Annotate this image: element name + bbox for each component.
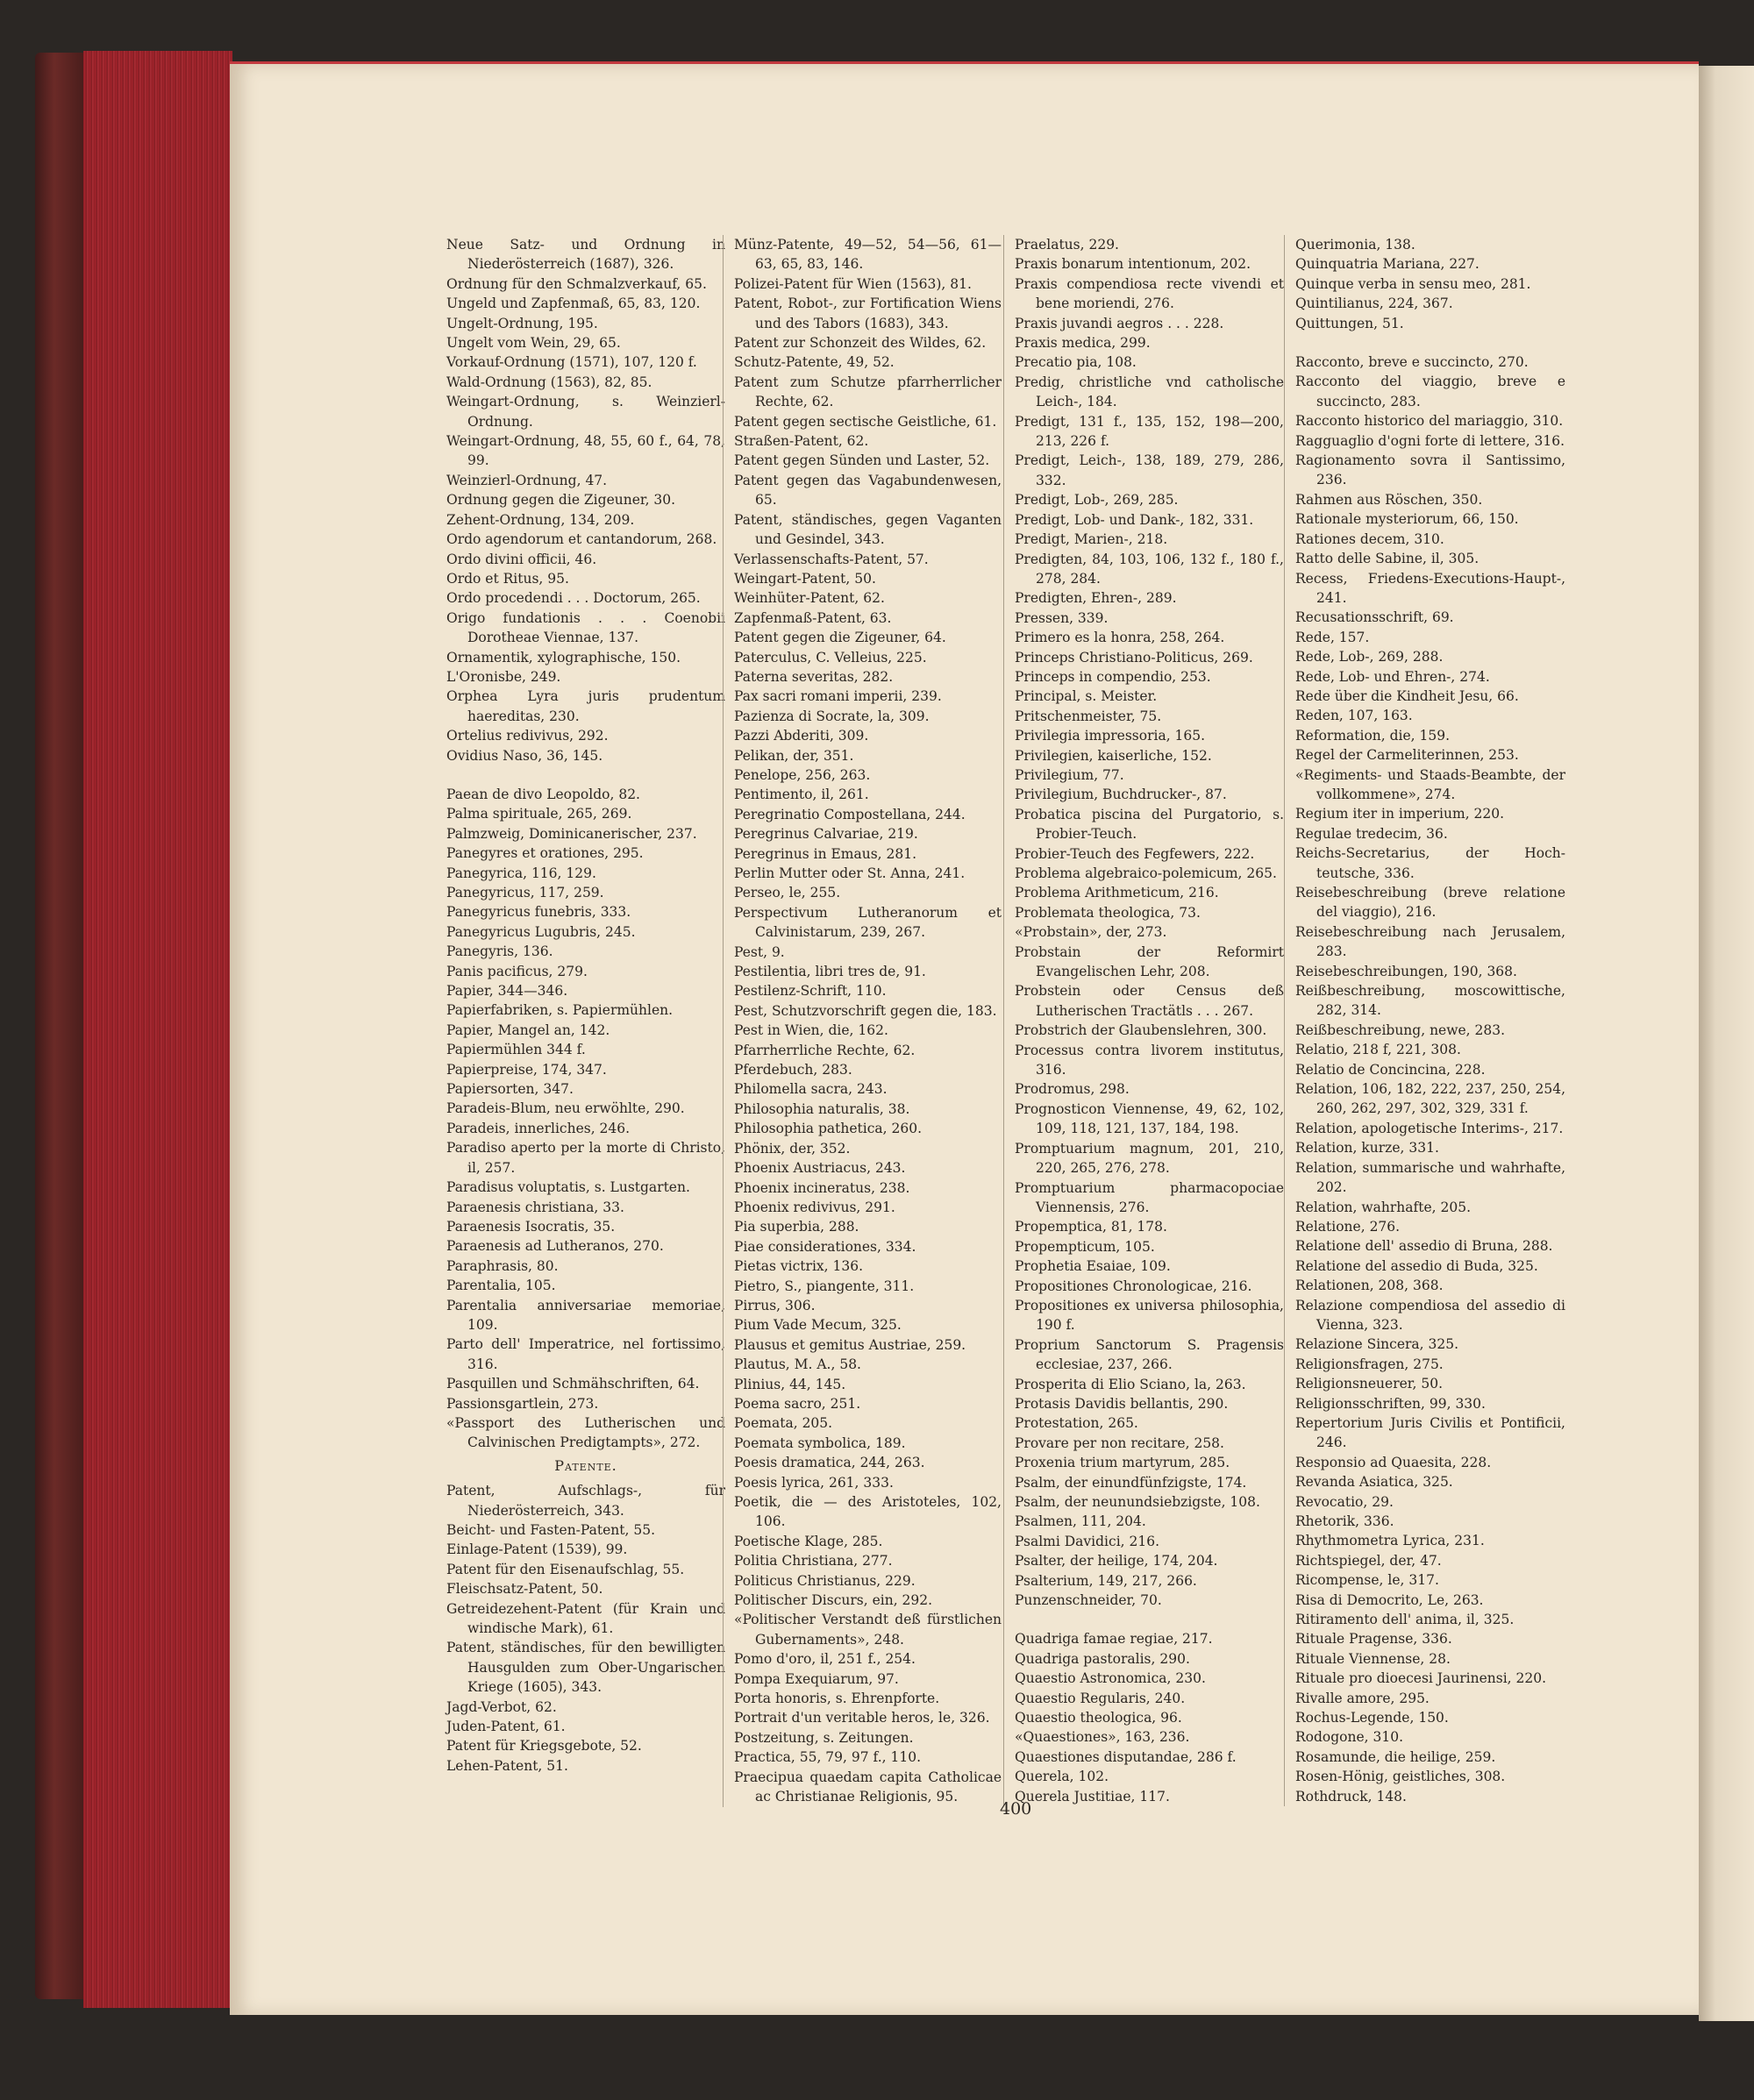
index-entry: «Probstain», der, 273.: [1015, 924, 1167, 941]
index-entry: Weingart-Ordnung, 48, 55, 60 f., 64, 78, 99.: [446, 433, 725, 469]
index-entry: Parentalia, 105.: [446, 1278, 556, 1294]
index-entry: Relatio de Concincina, 228.: [1295, 1061, 1486, 1078]
index-entry: Pest, Schutzvorschrift gegen die, 183.: [734, 1002, 997, 1019]
index-entry: Zapfenmaß-Patent, 63.: [734, 609, 892, 626]
index-entry: Parto dell' Imperatrice, nel fortissimo, 316.: [446, 1336, 725, 1372]
index-entry: Princeps in compendio, 253.: [1015, 668, 1211, 685]
index-entry: Princeps Christiano-Politicus, 269.: [1015, 649, 1253, 666]
index-entry: Beicht- und Fasten-Patent, 55.: [446, 1522, 656, 1538]
page-edges: [83, 51, 232, 2008]
index-entry: Rochus-Legende, 150.: [1295, 1710, 1449, 1726]
index-entry: Rituale Viennense, 28.: [1295, 1650, 1451, 1667]
index-entry: Religionsschriften, 99, 330.: [1295, 1395, 1486, 1412]
index-entry: Regium iter in imperium, 220.: [1295, 806, 1505, 822]
index-entry: Reichs-Secretarius, der Hoch-teutsche, 336.: [1295, 845, 1565, 881]
index-entry: Ritiramento dell' anima, il, 325.: [1295, 1612, 1515, 1628]
index-entry: Patent gegen Sünden und Laster, 52.: [734, 452, 990, 469]
index-entry: Peregrinus Calvariae, 219.: [734, 826, 918, 843]
index-entry: Psalm, der einundfünfzigste, 174.: [1015, 1474, 1247, 1491]
index-entry: Panegyricus, 117, 259.: [446, 885, 604, 901]
index-entry: Praxis juvandi aegros . . . 228.: [1015, 315, 1224, 331]
index-entry: Pasquillen und Schmähschriften, 64.: [446, 1376, 700, 1392]
index-entry: Plautus, M. A., 58.: [734, 1356, 861, 1373]
index-entry: Perseo, le, 255.: [734, 885, 841, 901]
index-entry: Pomo d'oro, il, 251 f., 254.: [734, 1651, 916, 1668]
index-entry: Prophetia Esaiae, 109.: [1015, 1258, 1171, 1275]
index-entry: Predigten, 84, 103, 106, 132 f., 180 f., 278, 284.: [1015, 551, 1284, 587]
index-entry: Provare per non recitare, 258.: [1015, 1434, 1224, 1451]
index-entry: Palma spirituale, 265, 269.: [446, 806, 632, 822]
index-entry: Einlage-Patent (1539), 99.: [446, 1541, 628, 1558]
index-entry: Poemata, 205.: [734, 1415, 833, 1432]
index-entry: Quinquatria Mariana, 227.: [1295, 256, 1479, 273]
index-entry: Psalmi Davidici, 216.: [1015, 1533, 1160, 1549]
index-entry: Paradeis-Blum, neu erwöhlte, 290.: [446, 1100, 685, 1117]
index-entry: Relatione dell' assedio di Bruna, 288.: [1295, 1238, 1553, 1255]
index-entry: Predigt, Marien-, 218.: [1015, 531, 1168, 548]
index-entry: Praxis compendiosa recte vivendi et bene moriendi, 276.: [1015, 275, 1284, 312]
index-entry: Poesis lyrica, 261, 333.: [734, 1474, 894, 1491]
index-entry: Principal, s. Meister.: [1015, 688, 1158, 705]
index-entry: Paterna severitas, 282.: [734, 668, 894, 685]
index-entry: Pazzi Abderiti, 309.: [734, 728, 869, 744]
section-heading: Patente.: [554, 1456, 617, 1474]
index-entry: Patent, Robot-, zur Fortification Wiens und des Tabors (1683), 343.: [734, 295, 1002, 331]
index-entry: Ordo et Ritus, 95.: [446, 570, 569, 587]
index-entry: Primero es la honra, 258, 264.: [1015, 630, 1225, 646]
index-entry: Ornamentik, xylographische, 150.: [446, 649, 681, 666]
index-entry: Pritschenmeister, 75.: [1015, 708, 1162, 724]
index-entry: Relation, wahrhafte, 205.: [1295, 1199, 1472, 1215]
index-entry: Panegyricus Lugubris, 245.: [446, 923, 636, 940]
index-entry: Piae considerationes, 334.: [734, 1238, 916, 1255]
index-entry: Repertorium Juris Civilis et Pontificii, 246.: [1295, 1414, 1565, 1451]
index-entry: Protasis Davidis bellantis, 290.: [1015, 1395, 1229, 1412]
index-entry: Ordnung gegen die Zigeuner, 30.: [446, 492, 676, 509]
index-entry: Weinhüter-Patent, 62.: [734, 590, 885, 607]
index-entry: Panegyricus funebris, 333.: [446, 904, 631, 921]
index-entry: Racconto del viaggio, breve e succincto, 283.: [1295, 374, 1565, 409]
index-entry: Plinius, 44, 145.: [734, 1376, 846, 1392]
index-entry: «Politischer Verstandt deß fürstlichen Gubernaments», 248.: [734, 1612, 1002, 1648]
index-entry: Juden-Patent, 61.: [446, 1719, 566, 1735]
index-entry: Probstein oder Census deß Lutherischen Tractätls . . . 267.: [1015, 983, 1284, 1019]
index-entry: Regel der Carmeliterinnen, 253.: [1295, 747, 1519, 764]
index-entry: Quadriga pastoralis, 290.: [1015, 1650, 1190, 1667]
index-entry: Reisebeschreibung nach Jerusalem, 283.: [1295, 923, 1565, 960]
index-entry: Punzenschneider, 70.: [1015, 1592, 1162, 1609]
index-entry: Ordo agendorum et cantandorum, 268.: [446, 531, 717, 548]
index-entry: Philosophia pathetica, 260.: [734, 1121, 922, 1137]
index-entry: Relation, kurze, 331.: [1295, 1140, 1439, 1157]
index-entry: Patent, ständisches, für den bewilligten Hausgulden zum Ober-Ungarischen Kriege (1605), 343.: [446, 1640, 725, 1696]
index-entry: Getreidezehent-Patent (für Krain und windische Mark), 61.: [446, 1600, 725, 1637]
index-entry: Racconto historico del mariaggio, 310.: [1295, 413, 1564, 430]
index-entry: Schutz-Patente, 49, 52.: [734, 354, 895, 371]
index-entry: Rosen-Hönig, geistliches, 308.: [1295, 1769, 1506, 1785]
index-entry: Propositiones ex universa philosophia, 190 f.: [1015, 1297, 1284, 1334]
index-entry: Quaestio Astronomica, 230.: [1015, 1670, 1206, 1687]
index-entry: Pfarrherrliche Rechte, 62.: [734, 1042, 916, 1058]
index-entry: Propemptica, 81, 178.: [1015, 1219, 1167, 1235]
index-entry: Rede über die Kindheit Jesu, 66.: [1295, 687, 1519, 704]
index-entry: Regulae tredecim, 36.: [1295, 825, 1448, 842]
index-entry: Poetik, die — des Aristoteles, 102, 106.: [734, 1494, 1002, 1530]
index-entry: Origo fundationis . . . Coenobii Dorotheae Viennae, 137.: [446, 609, 725, 646]
index-entry: Palmzweig, Dominicanerischer, 237.: [446, 825, 697, 842]
index-entry: Prosperita di Elio Sciano, la, 263.: [1015, 1376, 1246, 1392]
index-entry: Pferdebuch, 283.: [734, 1062, 852, 1078]
index-entry: Relation, summarische und wahrhafte, 202.: [1295, 1159, 1565, 1196]
index-entry: Reißbeschreibung, moscowittische, 282, 314.: [1295, 983, 1565, 1019]
index-entry: Psalter, der heilige, 174, 204.: [1015, 1553, 1218, 1570]
index-entry: Phoenix incineratus, 238.: [734, 1179, 910, 1196]
index-entry: Papiermühlen 344 f.: [446, 1042, 586, 1058]
index-entry: Problema algebraico-polemicum, 265.: [1015, 865, 1277, 881]
index-entry: Reisebeschreibungen, 190, 368.: [1295, 963, 1517, 979]
index-entry: Verlassenschafts-Patent, 57.: [734, 551, 929, 567]
index-entry: Relation, apologetische Interims-, 217.: [1295, 1120, 1564, 1136]
index-entry: Peregrinus in Emaus, 281.: [734, 845, 917, 862]
index-entry: Phoenix redivivus, 291.: [734, 1199, 895, 1215]
index-entry: Quinque verba in sensu meo, 281.: [1295, 275, 1531, 292]
index-entry: Plausus et gemitus Austriae, 259.: [734, 1336, 966, 1353]
index-entry: Vorkauf-Ordnung (1571), 107, 120 f.: [446, 354, 697, 371]
index-entry: Papiersorten, 347.: [446, 1081, 574, 1098]
index-entry: Privilegien, kaiserliche, 152.: [1015, 747, 1212, 764]
section-gap: [1295, 333, 1565, 352]
index-entry: Panegyris, 136.: [446, 943, 553, 960]
index-entry: Ungelt-Ordnung, 195.: [446, 315, 598, 331]
index-entry: Rhythmometra Lyrica, 231.: [1295, 1533, 1485, 1549]
index-entry: Quittungen, 51.: [1295, 315, 1404, 331]
index-entry: Ordo procedendi . . . Doctorum, 265.: [446, 590, 701, 607]
index-entry: Predigt, Leich-, 138, 189, 279, 286, 332.: [1015, 452, 1284, 488]
index-entry: Ortelius redivivus, 292.: [446, 728, 609, 744]
index-entry: Rhetorik, 336.: [1295, 1513, 1394, 1529]
index-entry: Psalterium, 149, 217, 266.: [1015, 1572, 1197, 1589]
index-entry: Ordo divini officii, 46.: [446, 551, 597, 567]
index-entry: Orphea Lyra juris prudentum haereditas, 230.: [446, 688, 725, 724]
index-column-1: [446, 235, 725, 1776]
index-entry: Rodogone, 310.: [1295, 1729, 1404, 1746]
index-entry: Paradeis, innerliches, 246.: [446, 1120, 631, 1136]
index-entry: Zehent-Ordnung, 134, 209.: [446, 511, 635, 528]
index-entry: Propositiones Chronologicae, 216.: [1015, 1278, 1252, 1294]
index-entry: Predig, christliche vnd catholische Leich-, 184.: [1015, 374, 1284, 410]
index-entry: Paraenesis Isocratis, 35.: [446, 1218, 616, 1235]
index-entry: Poetische Klage, 285.: [734, 1533, 883, 1549]
index-entry: «Passport des Lutherischen und Calvinischen Predigtampts», 272.: [446, 1414, 725, 1451]
index-entry: Quaestio theologica, 96.: [1015, 1710, 1182, 1726]
index-entry: Papierpreise, 174, 347.: [446, 1061, 607, 1078]
index-entry: Weingart-Patent, 50.: [734, 570, 876, 587]
index-entry: Promptuarium pharmacopociae Viennensis, 276.: [1015, 1179, 1284, 1215]
index-entry: Patent gegen das Vagabundenwesen, 65.: [734, 472, 1002, 509]
index-entry: Patent, ständisches, gegen Vaganten und Gesindel, 343.: [734, 511, 1002, 548]
book-spine: [35, 53, 83, 1999]
index-entry: Protestation, 265.: [1015, 1415, 1138, 1432]
index-entry: Prodromus, 298.: [1015, 1081, 1130, 1098]
index-entry: Quaestiones disputandae, 286 f.: [1015, 1748, 1237, 1765]
index-entry: Paean de divo Leopoldo, 82.: [446, 786, 640, 802]
index-entry: Rituale pro dioecesi Jaurinensi, 220.: [1295, 1670, 1547, 1687]
index-entry: Predigten, Ehren-, 289.: [1015, 590, 1177, 607]
index-entry: Poema sacro, 251.: [734, 1395, 861, 1412]
index-entry: Rivalle amore, 295.: [1295, 1690, 1430, 1706]
index-entry: Probstain der Reformirt Evangelischen Lehr, 208.: [1015, 943, 1284, 980]
index-entry: Postzeitung, s. Zeitungen.: [734, 1729, 914, 1746]
index-entry: Paradisus voluptatis, s. Lustgarten.: [446, 1179, 690, 1196]
index-entry: Politicus Christianus, 229.: [734, 1572, 916, 1589]
index-entry: Processus contra livorem institutus, 316.: [1015, 1042, 1284, 1078]
index-entry: Religionsneuerer, 50.: [1295, 1376, 1444, 1392]
index-entry: Pietro, S., piangente, 311.: [734, 1278, 915, 1294]
index-entry: Pest, 9.: [734, 943, 785, 960]
index-entry: Pia superbia, 288.: [734, 1219, 859, 1235]
index-entry: Rede, Lob- und Ehren-, 274.: [1295, 668, 1490, 685]
section-gap: [1015, 1610, 1284, 1629]
index-entry: Rationes decem, 310.: [1295, 530, 1444, 547]
index-entry: Patent zum Schutze pfarrherrlicher Rechte, 62.: [734, 374, 1002, 410]
index-entry: Pestilentia, libri tres de, 91.: [734, 964, 926, 980]
index-entry: Patent gegen sectische Geistliche, 61.: [734, 413, 997, 430]
index-entry: Rede, 157.: [1295, 629, 1370, 645]
index-column-3: [1003, 235, 1284, 1806]
index-entry: Perlin Mutter oder St. Anna, 241.: [734, 865, 966, 881]
index-entry: Passionsgartlein, 273.: [446, 1395, 599, 1412]
index-entry: Privilegium, Buchdrucker-, 87.: [1015, 787, 1227, 803]
index-entry: Predigt, Lob- und Dank-, 182, 331.: [1015, 511, 1254, 528]
index-entry: Papier, 344—346.: [446, 983, 568, 1000]
index-entry: Rituale Pragense, 336.: [1295, 1631, 1452, 1648]
index-entry: Relation, 106, 182, 222, 237, 250, 254, 260, 262, 297, 302, 329, 331 f.: [1295, 1081, 1565, 1117]
index-entry: Religionsfragen, 275.: [1295, 1356, 1444, 1372]
index-entry: Psalm, der neunundsiebzigste, 108.: [1015, 1494, 1260, 1510]
index-entry: Risa di Democrito, Le, 263.: [1295, 1591, 1484, 1608]
index-entry: Problemata theologica, 73.: [1015, 904, 1201, 921]
index-entry: Philosophia naturalis, 38.: [734, 1100, 910, 1117]
index-entry: Pirrus, 306.: [734, 1297, 816, 1313]
index-entry: Patent, Aufschlags-, für Niederösterreich, 343.: [446, 1483, 725, 1519]
index-entry: Pressen, 339.: [1015, 609, 1109, 626]
index-entry: Patent gegen die Zigeuner, 64.: [734, 630, 946, 646]
index-entry: Praxis medica, 299.: [1015, 335, 1151, 352]
index-entry: Querimonia, 138.: [1295, 237, 1415, 253]
index-entry: Pentimento, il, 261.: [734, 787, 869, 803]
index-entry: Phoenix Austriacus, 243.: [734, 1160, 906, 1177]
index-entry: Rationale mysteriorum, 66, 150.: [1295, 511, 1519, 528]
index-entry: Reformation, die, 159.: [1295, 727, 1451, 744]
index-entry: Ovidius Naso, 36, 145.: [446, 747, 603, 764]
index-entry: Polizei-Patent für Wien (1563), 81.: [734, 275, 972, 292]
index-entry: Precatio pia, 108.: [1015, 354, 1137, 371]
index-entry: Paraenesis christiana, 33.: [446, 1199, 624, 1215]
index-entry: Predigt, Lob-, 269, 285.: [1015, 492, 1179, 509]
index-entry: Querela, 102.: [1015, 1769, 1109, 1785]
index-entry: Ungelt vom Wein, 29, 65.: [446, 335, 621, 352]
index-entry: Phönix, der, 352.: [734, 1140, 851, 1157]
index-entry: Parentalia anniversariae memoriae, 109.: [446, 1297, 725, 1333]
index-entry: Pax sacri romani imperii, 239.: [734, 688, 942, 705]
index-entry: L'Oronisbe, 249.: [446, 668, 561, 685]
index-column-4: [1284, 235, 1565, 1806]
index-entry: Problema Arithmeticum, 216.: [1015, 885, 1219, 901]
index-entry: Philomella sacra, 243.: [734, 1081, 888, 1098]
index-entry: Privilegium, 77.: [1015, 766, 1124, 783]
index-entry: Richtspiegel, der, 47.: [1295, 1552, 1442, 1569]
index-entry: Revocatio, 29.: [1295, 1493, 1394, 1510]
index-entry: Fleischsatz-Patent, 50.: [446, 1581, 603, 1598]
index-entry: Relatione del assedio di Buda, 325.: [1295, 1257, 1538, 1274]
index-entry: Perspectivum Lutheranorum et Calvinistarum, 239, 267.: [734, 904, 1002, 941]
index-entry: Paterculus, C. Velleius, 225.: [734, 649, 927, 666]
facing-page-edge: [1699, 66, 1754, 2021]
index-entry: Münz-Patente, 49—52, 54—56, 61—63, 65, 83, 146.: [734, 237, 1002, 273]
index-entry: Probatica piscina del Purgatorio, s. Probier-Teuch.: [1015, 806, 1284, 843]
index-entry: Patent zur Schonzeit des Wildes, 62.: [734, 335, 987, 352]
index-entry: Probstrich der Glaubenslehren, 300.: [1015, 1022, 1267, 1039]
index-entry: Neue Satz- und Ordnung in Niederösterreich (1687), 326.: [446, 237, 725, 273]
index-entry: Politischer Discurs, ein, 292.: [734, 1592, 933, 1609]
index-entry: Predigt, 131 f., 135, 152, 198—200, 213, 226 f.: [1015, 413, 1284, 450]
index-entry: Pompa Exequiarum, 97.: [734, 1670, 899, 1687]
index-entry: Pest in Wien, die, 162.: [734, 1022, 888, 1039]
index-entry: Pelikan, der, 351.: [734, 747, 854, 764]
index-entry: Papierfabriken, s. Papiermühlen.: [446, 1002, 674, 1019]
index-entry: Peregrinatio Compostellana, 244.: [734, 806, 966, 822]
index-entry: Paradiso aperto per la morte di Christo, il, 257.: [446, 1140, 725, 1176]
index-entry: Psalmen, 111, 204.: [1015, 1513, 1146, 1530]
page-number: 400: [1000, 1799, 1032, 1819]
index-entry: Reden, 107, 163.: [1295, 708, 1413, 724]
index-entry: Reisebeschreibung (breve relatione del viaggio), 216.: [1295, 885, 1565, 921]
index-entry: Lehen-Patent, 51.: [446, 1757, 568, 1774]
index-entry: Panegyrica, 116, 129.: [446, 865, 596, 881]
index-entry: Relatio, 218 f, 221, 308.: [1295, 1042, 1461, 1058]
index-entry: Praelatus, 229.: [1015, 237, 1119, 253]
index-entry: Wald-Ordnung (1563), 82, 85.: [446, 374, 652, 390]
index-entry: Pestilenz-Schrift, 110.: [734, 983, 887, 1000]
index-entry: Ungeld und Zapfenmaß, 65, 83, 120.: [446, 295, 701, 312]
index-entry: Ragguaglio d'ogni forte di lettere, 316.: [1295, 432, 1565, 449]
index-entry: Straßen-Patent, 62.: [734, 433, 869, 450]
index-entry: Probier-Teuch des Fegfewers, 222.: [1015, 845, 1255, 862]
index-entry: Ricompense, le, 317.: [1295, 1572, 1439, 1589]
index-entry: Pium Vade Mecum, 325.: [734, 1317, 902, 1334]
index-entry: Racconto, breve e succincto, 270.: [1295, 354, 1529, 371]
index-entry: Patent für Kriegsgebote, 52.: [446, 1738, 642, 1755]
index-entry: Politia Christiana, 277.: [734, 1553, 893, 1570]
index-entry: Quintilianus, 224, 367.: [1295, 295, 1453, 312]
index-entry: «Quaestiones», 163, 236.: [1015, 1729, 1190, 1746]
index-entry: Weinzierl-Ordnung, 47.: [446, 472, 608, 488]
index-entry: Rahmen aus Röschen, 350.: [1295, 491, 1483, 508]
index-entry: Responsio ad Quaesita, 228.: [1295, 1454, 1492, 1470]
index-entry: Rede, Lob-, 269, 288.: [1295, 649, 1444, 666]
index-entry: Pazienza di Socrate, la, 309.: [734, 708, 930, 724]
section-gap: [446, 765, 725, 785]
index-entry: Reißbeschreibung, newe, 283.: [1295, 1022, 1506, 1038]
index-entry: Paraphrasis, 80.: [446, 1257, 559, 1274]
index-entry: Relazione Sincera, 325.: [1295, 1336, 1459, 1353]
index-entry: Promptuarium magnum, 201, 210, 220, 265, 276, 278.: [1015, 1140, 1284, 1177]
index-entry: Ratto delle Sabine, il, 305.: [1295, 551, 1479, 567]
index-entry: Relazione compendiosa del assedio di Vienna, 323.: [1295, 1297, 1565, 1333]
index-entry: Ordnung für den Schmalzverkauf, 65.: [446, 275, 707, 292]
index-entry: Propempticum, 105.: [1015, 1238, 1155, 1255]
index-entry: Quaestio Regularis, 240.: [1015, 1690, 1186, 1706]
index-entry: Rothdruck, 148.: [1295, 1788, 1407, 1805]
index-entry: «Regiments- und Staads-Beambte, der vollkommene», 274.: [1295, 766, 1565, 802]
index-entry: Panegyres et orationes, 295.: [446, 845, 644, 862]
index-entry: Praecipua quaedam capita Catholicae ac Christianae Religionis, 95.: [734, 1769, 1002, 1805]
index-entry: Relatione, 276.: [1295, 1218, 1401, 1235]
index-entry: Querela Justitiae, 117.: [1015, 1788, 1170, 1805]
index-entry: Quadriga famae regiae, 217.: [1015, 1631, 1213, 1648]
index-entry: Jagd-Verbot, 62.: [446, 1698, 557, 1715]
index-entry: Penelope, 256, 263.: [734, 766, 871, 783]
index-entry: Ragionamento sovra il Santissimo, 236.: [1295, 452, 1565, 488]
index-entry: Patent für den Eisenaufschlag, 55.: [446, 1561, 685, 1577]
index-entry: Portrait d'un veritable heros, le, 326.: [734, 1710, 990, 1726]
index-entry: Weingart-Ordnung, s. Weinzierl-Ordnung.: [446, 394, 725, 430]
index-column-2: [723, 235, 1002, 1807]
index-entry: Proprium Sanctorum S. Pragensis ecclesiae, 237, 266.: [1015, 1336, 1284, 1373]
index-entry: Poemata symbolica, 189.: [734, 1434, 906, 1451]
index-entry: Recusationsschrift, 69.: [1295, 609, 1454, 626]
index-entry: Privilegia impressoria, 165.: [1015, 728, 1206, 744]
index-entry: Recess, Friedens-Executions-Haupt-, 241.: [1295, 570, 1565, 606]
index-entry: Papier, Mangel an, 142.: [446, 1022, 610, 1038]
index-entry: Pietas victrix, 136.: [734, 1258, 864, 1275]
index-entry: Poesis dramatica, 244, 263.: [734, 1455, 925, 1471]
index-entry: Paraenesis ad Lutheranos, 270.: [446, 1238, 664, 1255]
index-entry: Prognosticon Viennense, 49, 62, 102, 109, 118, 121, 137, 184, 198.: [1015, 1100, 1284, 1137]
index-entry: Revanda Asiatica, 325.: [1295, 1474, 1453, 1491]
index-entry: Proxenia trium martyrum, 285.: [1015, 1455, 1230, 1471]
index-entry: Porta honoris, s. Ehrenpforte.: [734, 1691, 940, 1707]
index-entry: Praxis bonarum intentionum, 202.: [1015, 256, 1251, 273]
index-entry: Practica, 55, 79, 97 f., 110.: [734, 1749, 922, 1766]
index-entry: Panis pacificus, 279.: [446, 963, 588, 979]
index-entry: Rosamunde, die heilige, 259.: [1295, 1748, 1496, 1765]
index-entry: Relationen, 208, 368.: [1295, 1278, 1444, 1294]
